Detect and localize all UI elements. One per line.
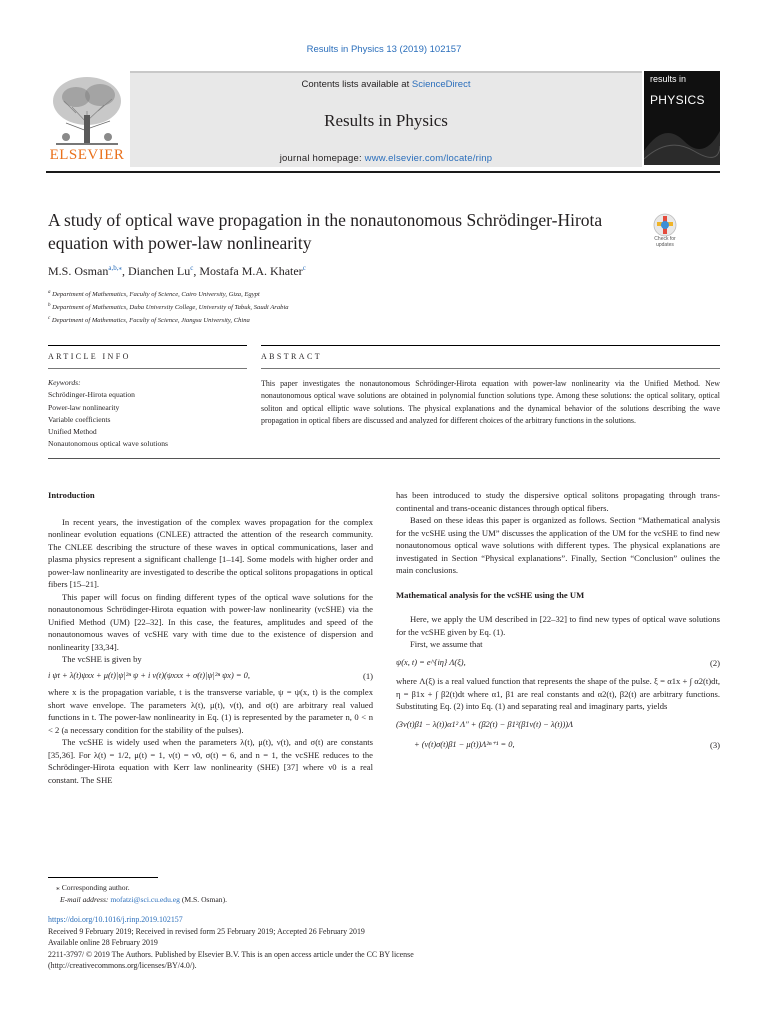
doi-link[interactable]: https://doi.org/10.1016/j.rinp.2019.102157 [48, 915, 183, 924]
article-info-label: ARTICLE INFO [48, 352, 131, 361]
equation-2-number: (2) [709, 657, 720, 668]
license-url: (http://creativecommons.org/licenses/BY/4.0/). [48, 961, 197, 970]
keyword-item: Power-law nonlinearity [48, 402, 120, 412]
author-marks[interactable]: c [302, 264, 306, 272]
paper-title: A study of optical wave propagation in the nonautonomous Schrödinger-Hirota equation with power-law nonlinearity [48, 210, 603, 253]
equation-3-line-1: (3ν(t)β1 − λ(t))α1² Λ″ + (β2(t) − β1²(β1ν(t) − λ(t)))Λ [396, 719, 574, 729]
author-list: M.S. Osman$^{a,b,⁎}$, Dianchen Lu$^c$, Mostafa M.A. Khater$^c$ [48, 264, 306, 278]
equation-2 [396, 657, 720, 670]
affiliation-list [48, 287, 648, 327]
article-info-subrule [48, 368, 247, 369]
email-note: E-mail address: mofatzi@sci.cu.edu.eg (M.S. Osman). [60, 894, 228, 904]
affiliation-item: $^a$ Department of Mathematics, Faculty of Science, Cairo University, Giza, Egypt [48, 290, 260, 299]
journal-cover [644, 71, 720, 165]
header-rule [46, 171, 720, 173]
cover-line-2: PHYSICS [650, 93, 705, 107]
intro-paragraph: The vcSHE is given by [62, 654, 142, 664]
affiliation-item: $^b$ Department of Mathematics, Duba University College, University of Tabuk, Saudi Arabia [48, 303, 289, 312]
publication-info [48, 914, 568, 972]
abstract-label: ABSTRACT [261, 352, 322, 361]
author-name: Mostafa M.A. Khater [199, 264, 303, 278]
affiliation-item: $^c$ Department of Mathematics, Faculty of Science, Jiangsu University, China [48, 316, 250, 325]
equation-3-number: (3) [709, 740, 720, 750]
equation-1-number: (1) [362, 670, 373, 681]
keyword-item: Nonautonomous optical wave solutions [48, 439, 169, 449]
abstract-text: This paper investigates the nonautonomous Schrödinger-Hirota equation with power-law nonlinearity via the Unified Method. New nonautonomous optical wave solutions are obtained in polynomial function solutions type. Among these solutions: the optical solitary, optical soliton and optical elliptic wave solutions. The physical explanations and the dynamical behavior of the solutions describing the wave propagation in optical fibers are discussed and analyzed for different choices of the arbitrary functions in the solutions. [261, 379, 720, 425]
keyword-item: Schrödinger-Hirota equation [48, 390, 135, 400]
footnote-rule [48, 877, 158, 878]
author-marks[interactable]: c [190, 264, 194, 272]
keywords-title: Keywords: [48, 378, 81, 387]
intro-paragraph: This paper will focus on finding different types of the optical wave solutions for the nonautonomous Schrödinger-Hirota equation with power-law nonlinearity (vcSHE) via the Unified Method (UM) [22–32]. In this case, the features, amplitudes and speed of the nonautonomous waves of vcSHE vary with time due to the existence of dispersion and nonlinearity [33,34]. [48, 591, 373, 652]
intro-paragraph: In recent years, the investigation of the complex waves propagation for the complex nonlinear evolution equations (CNLEE) attracted the attention of the research community. The CNLEE describing the structure of these waves in optical communications, laser and plasma physics represent a significant challenge [1–14]. Some models with higher order and power-law nonlinearity are investigated to describe the optical solitons propagations in optical fibers [15–21]. [48, 516, 373, 589]
sciencedirect-link[interactable]: ScienceDirect [411, 79, 471, 90]
received-dates: Received 9 February 2019; Received in revised form 25 February 2019; Accepted 26 February 2019 [48, 926, 365, 936]
equation-1-body: i ψt + λ(t)ψxx + μ(t)|ψ|²ⁿ ψ + i ν(t)(ψxxx + σ(t)|ψ|²ⁿ ψx) = 0, [48, 670, 250, 680]
cover-art [644, 111, 720, 165]
cover-line-1: results in [650, 74, 687, 84]
equation-3 [396, 739, 720, 752]
abstract-rule [261, 345, 720, 346]
footnotes [48, 882, 448, 905]
author-marks[interactable]: a,b,⁎ [108, 264, 122, 272]
abstract-bottom-rule [48, 458, 720, 459]
email-link[interactable]: mofatzi@sci.cu.edu.eg [110, 894, 180, 904]
homepage-link[interactable]: www.elsevier.com/locate/rinp [364, 153, 493, 164]
intro-paragraph: where x is the propagation variable, t is the transverse variable, ψ = ψ(x, t) is the complex short wave envelope. The parameters λ(t), μ(t), ν(t), and σ(t) are arbitrary real valued functions in t. The power-law nonlinearity in Eq. (1) is represented by the parameter n, 0 < n < 2 (a necessary condition for the stability of the pulses). [48, 687, 373, 735]
keyword-item: Unified Method [48, 427, 97, 437]
body-paragraph: has been introduced to study the dispersive optical solitons propagating through trans-continental and trans-oceanic distances through optical fibers. [396, 490, 720, 513]
author-name: M.S. Osman [48, 264, 109, 278]
license-statement: 2211-3797/ © 2019 The Authors. Published by Elsevier B.V. This is an open access article under the CC BY license [48, 949, 414, 959]
journal-homepage: journal homepage: www.elsevier.com/locate/rinp [279, 153, 493, 164]
equation-1 [48, 670, 373, 683]
elsevier-wordmark: ELSEVIER [49, 147, 125, 163]
available-online: Available online 28 February 2019 [48, 938, 158, 947]
abstract-subrule [261, 368, 720, 369]
keyword-item: Variable coefficients [48, 414, 111, 424]
right-column [396, 489, 720, 752]
left-column [48, 489, 373, 786]
corresponding-author-note: ⁎ Corresponding author. [56, 883, 130, 892]
body-paragraph: Here, we apply the UM described in [22–32] to find new types of optical wave solutions for the vcSHE given by Eq. (1). [396, 614, 720, 637]
contents-line: Contents lists available at ScienceDirect [301, 79, 471, 90]
equation-2-body: ψ(x, t) = e^{iη} Λ(ξ), [396, 657, 466, 667]
section-heading-math: Mathematical analysis for the vcSHE using the UM [396, 589, 585, 600]
journal-reference[interactable]: Results in Physics 13 (2019) 102157 [306, 44, 462, 55]
crossmark-label: Check for updates [654, 236, 676, 248]
body-paragraph: where Λ(ξ) is a real valued function that represents the shape of the pulse. ξ = α1x + ∫ α2(t)dt, η = β1x + ∫ β2(t)dt where α1, β1 are real constants and α2(t), β2(t) are arbitrary functions. Substituting Eq. (2) into Eq. (1) and separating real and imaginary parts, yields [396, 676, 720, 711]
body-paragraph: Based on these ideas this paper is organized as follows. Section “Mathematical analysis for the vcSHE using the UM” discusses the application of the UM for the vcSHE to find new nonautonomous optical wave solutions with different types. The physical explanations are investigated in Section “Physical explanations”. Finally, Section “Conclusion” oulines the main conclusions. [396, 515, 720, 575]
body-paragraph: First, we assume that [410, 639, 483, 649]
author-name: Dianchen Lu [127, 264, 191, 278]
journal-header [130, 71, 642, 167]
journal-title: Results in Physics [324, 111, 448, 130]
article-info-rule [48, 345, 247, 346]
keyword-list [48, 377, 248, 451]
equation-3-line-2: + (ν(t)σ(t)β1 − μ(t))Λ²ⁿ⁺¹ = 0, [414, 740, 515, 749]
intro-heading: Introduction [48, 490, 95, 500]
intro-paragraph: The vcSHE is widely used when the parameters λ(t), μ(t), ν(t), and σ(t) are constants [35,36]. For λ(t) = 1/2, μ(t) = 1, ν(t) = ν0, σ(t) = 6, and n = 1, the vcSHE reduces to the Schrödinger-Hirota equation with Kerr law nonlinearity (SHE) [37] where ν0 is a real constant. The SHE [48, 737, 373, 785]
